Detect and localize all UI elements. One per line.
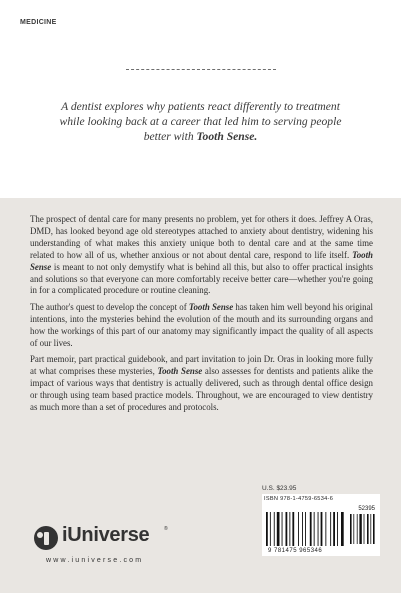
logo-dot-icon (37, 532, 43, 538)
isbn-label: ISBN 978-1-4759-6534-6 (264, 496, 334, 502)
barcode-bar (330, 512, 331, 546)
barcode-bar (325, 512, 326, 546)
p2-text-a: The author's quest to develop the concept of (30, 301, 189, 312)
category-label: MEDICINE (20, 19, 57, 26)
p1-text-a: The prospect of dental care for many presents no problem, yet for others it does. Jeffrey A Oras, DMD, has looked beyond age old stereotypes attached to anxiety about dentistry, widening his understanding of what makes this anxiety unique both to dental care and at the same time related to how all of us, whether anxious or not about dental care, respond to life itself. (30, 214, 373, 260)
barcode-bar (370, 514, 371, 544)
price-code: 52395 (358, 506, 375, 512)
p2-text-b: has taken him well beyond his original intentions, into the mysteries behind the evolution of the mouth and its surrounding organs and how the workings of this part of our anatomy may significantly impact the quality of all aspects of our lives. (30, 301, 373, 348)
barcode-bar (292, 512, 294, 546)
barcode-bar (266, 512, 268, 546)
barcode-bar (310, 512, 312, 546)
barcode-bar (305, 512, 306, 546)
publisher-url: www.iuniverse.com (46, 557, 144, 564)
paragraph-2 (30, 302, 373, 350)
logo-bar-icon (44, 532, 49, 545)
barcode-bar (274, 512, 275, 546)
barcode-bar (367, 514, 369, 544)
barcode-bar (270, 512, 271, 546)
paragraph-3 (30, 354, 373, 414)
barcode (264, 504, 378, 548)
barcode-bar (277, 512, 280, 546)
barcode-bar (357, 514, 358, 544)
barcode-bar (302, 512, 303, 546)
publisher-name: iUniverse (62, 524, 150, 546)
barcode-bar (321, 512, 323, 546)
barcode-bar (286, 512, 288, 546)
barcode-bar (318, 512, 319, 546)
tagline-book-title: Tooth Sense. (196, 130, 258, 143)
barcode-bar (359, 514, 361, 544)
barcode-bar (337, 512, 338, 546)
barcode-bar (333, 512, 335, 546)
description-body (30, 214, 373, 418)
barcode-bar (364, 514, 365, 544)
barcode-bar (373, 514, 375, 544)
price-label: U.S. $23.95 (262, 485, 297, 492)
barcode-bar (298, 512, 299, 546)
barcode-bar (350, 514, 352, 544)
tagline-line-3 (22, 129, 379, 144)
barcode-bar (353, 514, 354, 544)
barcode-bar (282, 512, 283, 546)
tagline-line-2: while looking back at a career that led him to serving people (59, 115, 342, 128)
barcode-bar (314, 512, 315, 546)
paragraph-1 (30, 214, 373, 297)
p3-text-b: also assesses for dentists and patients alike the impact of various ways that dentistry is actually delivered, such as through dental office design or through using team based practice models. Throughout, we are encouraged to view dentistry as much more than a set of procedures and protocols. (30, 365, 373, 412)
barcode-bar (289, 512, 290, 546)
publisher-registered-mark: ® (164, 526, 168, 532)
tagline-line-3-text: better with (143, 130, 197, 143)
tagline (22, 99, 379, 144)
p2-book-title: Tooth Sense (188, 301, 234, 312)
tagline-line-1: A dentist explores why patients react differently to treatment (61, 100, 340, 113)
p1-text-b: is meant to not only demystify what is behind all this, but also to offer practical insights and solutions so that everyone can more comfortably receive better care—whether you're going in for a complicated procedure or routine cleaning. (30, 261, 373, 296)
p1-book-title: Tooth Sense (30, 249, 373, 272)
barcode-number: 9 781475 965346 (268, 548, 323, 554)
decorative-rule (126, 69, 276, 70)
p3-text-a: Part memoir, part practical guidebook, and part invitation to join Dr. Oras in looking more fully at what comprises these mysteries, (30, 353, 373, 376)
p3-book-title: Tooth Sense (157, 365, 203, 376)
barcode-bar (341, 512, 344, 546)
